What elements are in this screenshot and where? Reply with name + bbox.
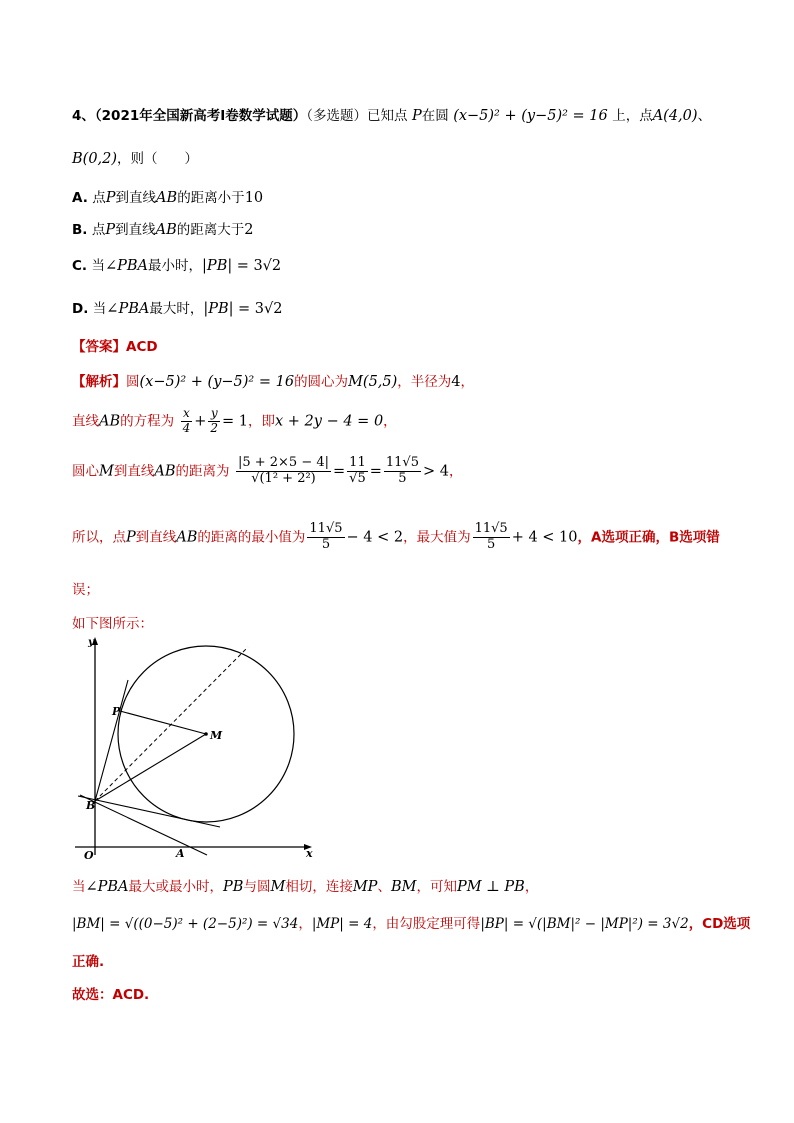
option-a xyxy=(72,186,263,206)
solution-math: P xyxy=(126,529,136,546)
fraction-denominator: 5 xyxy=(321,536,331,552)
solution-math: AB xyxy=(176,529,198,546)
min-fraction xyxy=(307,522,344,553)
solution-line-4 xyxy=(72,522,720,553)
point-p: P xyxy=(411,108,422,124)
solution-text: 的距离的最小值为 xyxy=(197,529,306,546)
fraction-numerator: 11√5 xyxy=(474,521,508,536)
solution-text: 正确. xyxy=(72,954,105,970)
label-b: B xyxy=(86,799,96,812)
solution-text: 的距离为 xyxy=(175,463,230,480)
solution-math: AB xyxy=(99,413,121,430)
question-type: （多选题） xyxy=(306,108,368,124)
solution-math: + 4 < 10 xyxy=(511,529,578,546)
answer-line xyxy=(72,335,158,355)
solution-line-9 xyxy=(72,950,104,970)
option-text: 到直线 xyxy=(115,222,156,238)
solution-math: ∠PBA xyxy=(85,879,129,895)
option-value: 2 xyxy=(244,222,254,238)
solution-text: 所以，点 xyxy=(72,529,126,546)
solution-math: = xyxy=(333,463,346,480)
solution-math: = xyxy=(369,463,382,480)
solution-text: 相切，连接 xyxy=(285,879,353,895)
solution-math: |BM| = √((0−5)² + (2−5)²) = √34 xyxy=(72,916,299,932)
solution-math: AB xyxy=(154,463,176,480)
fraction-numerator: |5 + 2×5 − 4| xyxy=(237,455,330,470)
option-math: ∠PBA xyxy=(106,301,150,317)
answer-value: ACD xyxy=(126,339,158,355)
option-math: |PB| xyxy=(203,301,234,317)
label-o: O xyxy=(84,849,94,862)
option-math: P xyxy=(105,222,116,238)
option-text: 当 xyxy=(92,301,107,317)
distance-fraction xyxy=(236,456,331,487)
solution-math: M xyxy=(99,463,114,480)
solution-text: ，最大值为 xyxy=(403,529,471,546)
solution-math: PM ⊥ PB xyxy=(456,879,525,895)
solution-math: M(5,5) xyxy=(348,374,398,390)
solution-math: 4 xyxy=(451,374,461,390)
option-math: = 3√2 xyxy=(236,258,282,274)
solution-text: ，由勾股定理可得 xyxy=(372,916,481,932)
point-m-dot xyxy=(204,732,208,736)
stem-text: 上，点 xyxy=(612,108,653,124)
option-math: AB xyxy=(156,190,178,206)
solution-text: 误； xyxy=(72,582,99,598)
solution-math: (x−5)² + (y−5)² = 16 xyxy=(139,374,295,390)
solution-line-10 xyxy=(72,983,149,1003)
question-line-1 xyxy=(72,104,711,124)
solution-line-2 xyxy=(72,407,397,436)
solution-text: ，半径为 xyxy=(397,374,452,390)
solution-math: PB xyxy=(223,879,244,895)
label-x: x xyxy=(306,847,313,860)
solution-text: ， xyxy=(524,879,539,895)
max-fraction xyxy=(473,522,510,553)
solution-line-1 xyxy=(72,370,474,390)
solution-text: 到直线 xyxy=(113,463,155,480)
option-c xyxy=(72,254,281,274)
solution-text: 当 xyxy=(72,879,86,895)
solution-math: M xyxy=(270,879,286,895)
option-math: AB xyxy=(155,222,177,238)
option-math: |PB| xyxy=(202,258,233,274)
option-math: = 3√2 xyxy=(237,301,283,317)
option-text: 当 xyxy=(91,258,105,274)
line-ab xyxy=(80,795,207,855)
line-bm xyxy=(95,734,206,801)
solution-math: + xyxy=(194,413,207,430)
solution-text: ，A选项正确，B选项错 xyxy=(577,529,720,546)
line-pm xyxy=(120,711,206,734)
question-number: 4、 xyxy=(72,108,95,124)
solution-text: 最大或最小时， xyxy=(128,879,224,895)
option-text: 最大时， xyxy=(149,301,204,317)
fraction-denominator: 5 xyxy=(398,470,407,486)
solution-text: ， xyxy=(298,916,312,932)
option-math: ∠PBA xyxy=(105,258,149,274)
solution-text: 圆 xyxy=(126,374,140,390)
fraction-numerator: 11 xyxy=(347,456,368,472)
label-a: A xyxy=(176,847,185,860)
solution-math: BM xyxy=(390,879,417,895)
solution-text: ，即 xyxy=(248,413,276,430)
fraction-x-over-4 xyxy=(181,407,193,436)
label-m: M xyxy=(210,729,223,742)
fraction-denominator: √5 xyxy=(349,470,366,486)
fraction-y-over-2 xyxy=(208,407,220,436)
option-b xyxy=(72,218,254,238)
dashed-line xyxy=(95,647,248,801)
solution-math: MP xyxy=(352,879,378,895)
solution-line-6 xyxy=(72,612,153,632)
solution-text: ，CD选项 xyxy=(688,916,751,932)
label-p: P xyxy=(112,705,121,718)
solution-text: 圆心 xyxy=(72,463,99,480)
solution-math: x + 2y − 4 = 0 xyxy=(275,413,384,430)
fraction-numerator: x xyxy=(181,407,193,422)
solution-math: > 4 xyxy=(423,463,449,480)
circle-equation: (x−5)² + (y−5)² = 16 xyxy=(453,108,608,124)
fraction-denominator: 4 xyxy=(182,420,191,435)
option-math: P xyxy=(105,190,116,206)
option-d xyxy=(72,297,282,317)
geometry-figure xyxy=(70,635,330,865)
option-text: 到直线 xyxy=(115,190,157,206)
option-text: 点 xyxy=(92,190,106,206)
solution-text: 直线 xyxy=(72,413,99,430)
solution-text: 与圆 xyxy=(243,879,271,895)
solution-math: |BP| = √(|BM|² − |MP|²) = 3√2 xyxy=(480,916,689,932)
point-a: A(4,0) xyxy=(652,108,698,124)
answer-label: 【答案】 xyxy=(72,339,126,355)
final-answer: 故选：ACD. xyxy=(72,987,150,1003)
option-letter: D. xyxy=(72,301,89,317)
solution-text: ， xyxy=(383,413,397,430)
solution-line-8 xyxy=(72,912,750,932)
fraction-numerator: 11√5 xyxy=(385,455,419,470)
solution-text: ， xyxy=(448,463,463,480)
solution-line-5 xyxy=(72,578,99,598)
solution-line-7 xyxy=(72,875,538,895)
option-letter: A. xyxy=(72,190,88,206)
solution-line-3 xyxy=(72,456,462,487)
solution-text: ， xyxy=(460,374,475,390)
solution-math: |MP| = 4 xyxy=(311,916,373,932)
option-letter: B. xyxy=(72,222,88,238)
question-source: （2021年全国新高考Ⅰ卷数学试题） xyxy=(94,108,307,124)
stem-text: 在圆 xyxy=(421,108,449,124)
stem-text: 已知点 xyxy=(367,108,408,124)
fraction-denominator: √(1² + 2²) xyxy=(251,470,316,486)
option-value: 10 xyxy=(244,190,264,206)
fraction-numerator: 11√5 xyxy=(309,521,343,536)
label-y: y xyxy=(88,637,94,648)
option-text: 最小时， xyxy=(148,258,203,274)
solution-text: 如下图所示： xyxy=(72,616,153,632)
fraction-denominator: 2 xyxy=(210,420,219,435)
solution-text: 、 xyxy=(377,879,391,895)
solution-math: − 4 < 2 xyxy=(346,529,404,546)
tangent-line-bp xyxy=(95,680,128,801)
solution-math: = 1 xyxy=(222,413,249,430)
solution-text: 的圆心为 xyxy=(294,374,349,390)
stem-text: 、 xyxy=(697,108,712,124)
question-line-2 xyxy=(72,147,198,167)
stem-text: ，则（ ） xyxy=(117,151,199,167)
option-text: 的距离大于 xyxy=(176,222,245,238)
solution-text: 的方程为 xyxy=(120,413,175,430)
solution-text: 到直线 xyxy=(135,529,177,546)
fraction-11-over-sqrt5 xyxy=(347,456,368,487)
option-text: 点 xyxy=(91,222,106,238)
fraction-denominator: 5 xyxy=(487,536,496,552)
solution-text: ，可知 xyxy=(416,879,457,895)
fraction-11sqrt5-over-5 xyxy=(384,456,421,487)
option-text: 的距离小于 xyxy=(177,190,245,206)
option-letter: C. xyxy=(72,258,88,274)
fraction-numerator: y xyxy=(208,407,220,422)
solution-label: 【解析】 xyxy=(72,374,126,390)
point-b: B(0,2) xyxy=(72,151,118,167)
